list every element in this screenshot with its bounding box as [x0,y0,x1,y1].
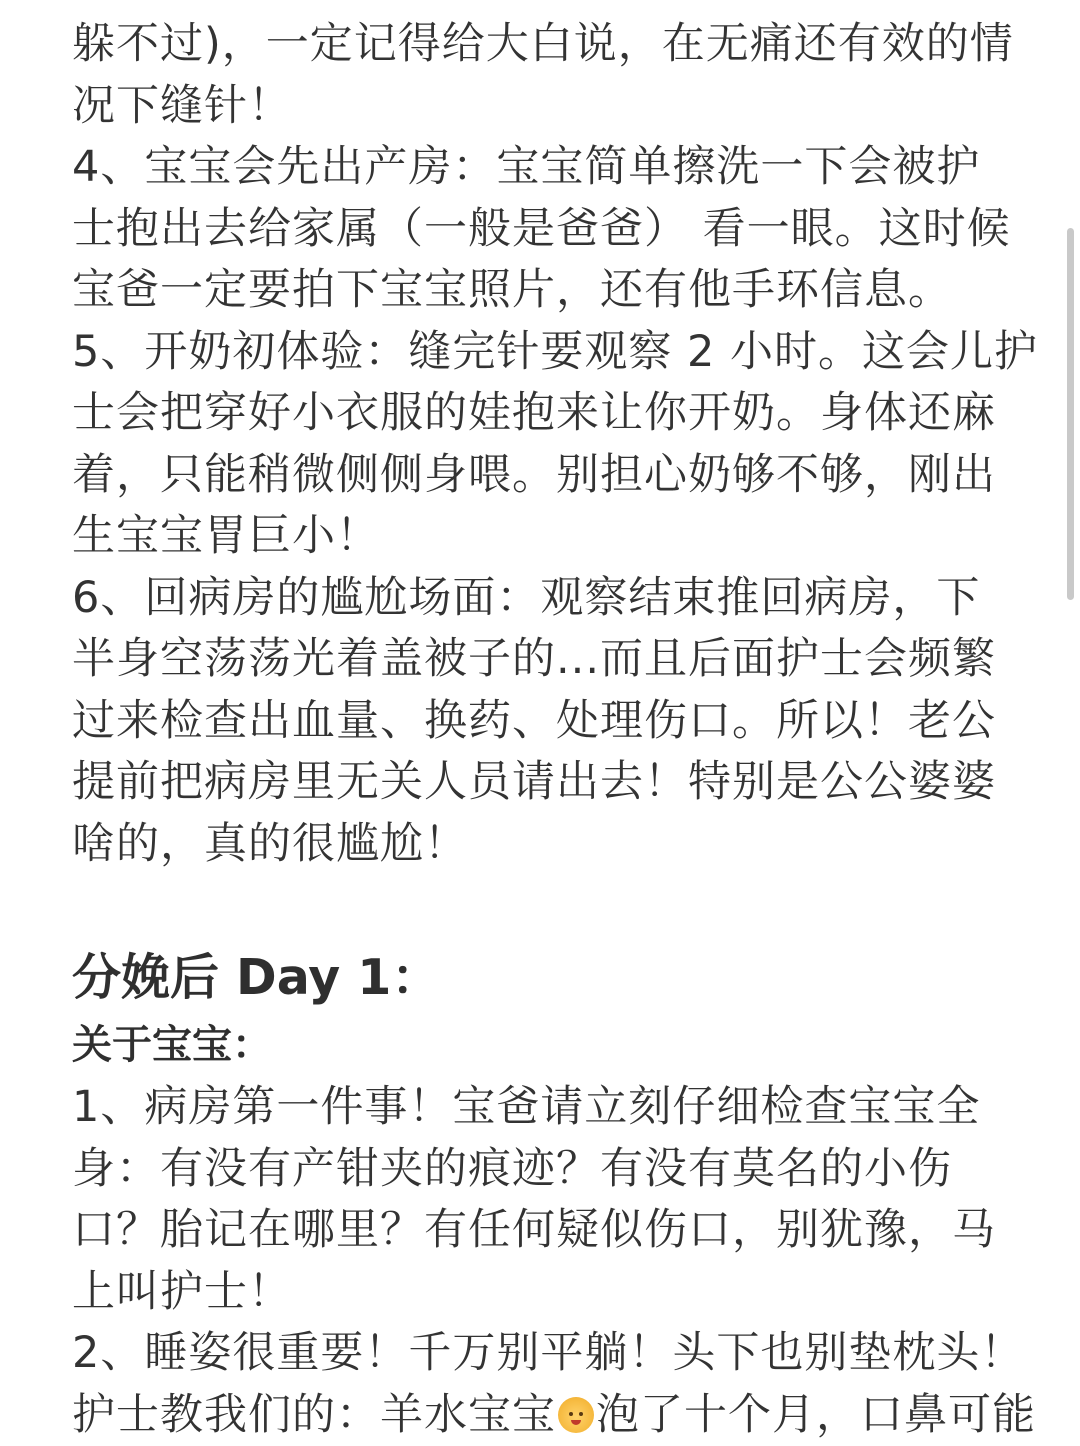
scrollbar[interactable] [1067,228,1074,600]
text-line-with-emoji [72,1385,1012,1446]
text-line: 上叫护士！ [72,1262,1012,1324]
text-line: 啥的，真的很尴尬！ [72,814,1012,876]
text-line: 士会把穿好小衣服的娃抱来让你开奶。身体还麻 [72,383,1012,445]
text-line: 士抱出去给家属（一般是爸爸） 看一眼。这时候 [72,199,1012,261]
text-line: 半身空荡荡光着盖被子的...而且后面护士会频繁 [72,629,1012,691]
text-line: 5、开奶初体验：缝完针要观察 2 小时。这会儿护 [72,322,1012,384]
text-line: 况下缝针！ [72,76,1012,138]
text-line: 躲不过)，一定记得给大白说，在无痛还有效的情 [72,14,1012,76]
text-segment: 护士教我们的：羊水宝宝 [72,1390,556,1440]
article-body [72,14,1012,1446]
text-line: 生宝宝胃巨小！ [72,506,1012,568]
baby-face-icon [558,1397,594,1433]
text-line: 着，只能稍微侧侧身喂。别担心奶够不够，刚出 [72,445,1012,507]
section-heading: 分娩后 Day 1： [72,943,1012,1013]
text-segment: 泡了十个月，口鼻可能 [596,1390,1036,1440]
text-line: 身：有没有产钳夹的痕迹？有没有莫名的小伤 [72,1139,1012,1201]
section-subheading: 关于宝宝： [72,1015,1012,1075]
text-line: 6、回病房的尴尬场面：观察结束推回病房，下 [72,568,1012,630]
text-line: 1、病房第一件事！宝爸请立刻仔细检查宝宝全 [72,1077,1012,1139]
text-line: 宝爸一定要拍下宝宝照片，还有他手环信息。 [72,260,1012,322]
text-line: 4、宝宝会先出产房：宝宝简单擦洗一下会被护 [72,137,1012,199]
text-line: 过来检查出血量、换药、处理伤口。所以！老公 [72,691,1012,753]
text-line: 2、睡姿很重要！千万别平躺！头下也别垫枕头！ [72,1323,1012,1385]
text-line: 提前把病房里无关人员请出去！特别是公公婆婆 [72,752,1012,814]
text-line: 口？胎记在哪里？有任何疑似伤口，别犹豫，马 [72,1200,1012,1262]
